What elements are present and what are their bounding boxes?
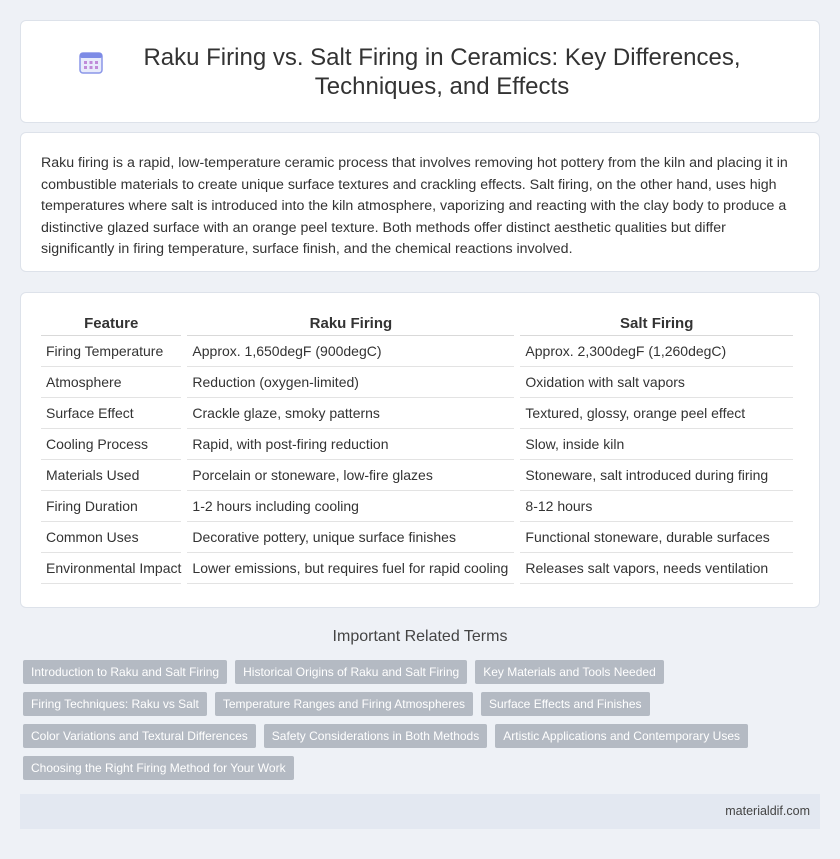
cell-feature: Cooling Process (41, 429, 181, 460)
table-header-row (41, 309, 793, 336)
related-term-link[interactable]: Introduction to Raku and Salt Firing (23, 660, 227, 684)
related-term-link[interactable]: Safety Considerations in Both Methods (264, 724, 487, 748)
footer (20, 794, 820, 829)
table-row (41, 429, 793, 460)
cell-raku: Lower emissions, but requires fuel for rapid cooling (187, 553, 514, 584)
related-term-link[interactable]: Key Materials and Tools Needed (475, 660, 664, 684)
cell-feature: Firing Temperature (41, 336, 181, 367)
related-terms-row (23, 660, 823, 684)
table-row (41, 491, 793, 522)
related-terms-row (23, 724, 823, 748)
cell-salt: Slow, inside kiln (520, 429, 793, 460)
cell-raku: 1-2 hours including cooling (187, 491, 514, 522)
related-term-link[interactable]: Surface Effects and Finishes (481, 692, 650, 716)
cell-raku: Decorative pottery, unique surface finishes (187, 522, 514, 553)
header-raku: Raku Firing (187, 309, 514, 336)
cell-feature: Firing Duration (41, 491, 181, 522)
cell-salt: Functional stoneware, durable surfaces (520, 522, 793, 553)
related-term-link[interactable]: Artistic Applications and Contemporary Uses (495, 724, 748, 748)
cell-salt: 8-12 hours (520, 491, 793, 522)
footer-site: materialdif.com (725, 804, 810, 818)
page-title: Raku Firing vs. Salt Firing in Ceramics: Key Differences, Techniques, and Effects (143, 43, 741, 100)
related-term-link[interactable]: Choosing the Right Firing Method for Your Work (23, 756, 294, 780)
comparison-card (20, 292, 820, 608)
related-term-link[interactable]: Color Variations and Textural Differences (23, 724, 256, 748)
cell-raku: Rapid, with post-firing reduction (187, 429, 514, 460)
cell-raku: Reduction (oxygen-limited) (187, 367, 514, 398)
cell-feature: Common Uses (41, 522, 181, 553)
intro-card (20, 132, 820, 272)
header-feature: Feature (41, 309, 181, 336)
cell-salt: Oxidation with salt vapors (520, 367, 793, 398)
calendar-icon (78, 49, 104, 75)
cell-salt: Stoneware, salt introduced during firing (520, 460, 793, 491)
cell-raku: Crackle glaze, smoky patterns (187, 398, 514, 429)
cell-salt: Textured, glossy, orange peel effect (520, 398, 793, 429)
related-terms-title: Important Related Terms (332, 628, 508, 645)
cell-feature: Environmental Impact (41, 553, 181, 584)
related-terms-row (23, 756, 823, 780)
table-row (41, 398, 793, 429)
related-terms-row (23, 692, 823, 716)
header-salt: Salt Firing (520, 309, 793, 336)
related-term-link[interactable]: Firing Techniques: Raku vs Salt (23, 692, 207, 716)
cell-raku: Approx. 1,650degF (900degC) (187, 336, 514, 367)
table-row (41, 553, 793, 584)
comparison-table (35, 309, 799, 584)
related-term-link[interactable]: Temperature Ranges and Firing Atmospheres (215, 692, 473, 716)
cell-feature: Surface Effect (41, 398, 181, 429)
cell-salt: Approx. 2,300degF (1,260degC) (520, 336, 793, 367)
header-card (20, 20, 820, 123)
table-row (41, 522, 793, 553)
cell-salt: Releases salt vapors, needs ventilation (520, 553, 793, 584)
cell-feature: Materials Used (41, 460, 181, 491)
intro-text: Raku firing is a rapid, low-temperature ceramic process that involves removing hot pottery from the kiln and placing it in combustible materials to create unique surface textures and crackling effects. Salt firing, on the other hand, uses high temperatures where salt is introduced into the kiln atmosphere, vaporizing and reacting with the clay body to produce a distinctive glazed surface with an orange peel texture. Both methods offer distinct aesthetic qualities but differ significantly in firing temperature, surface finish, and the chemical reactions involved. (41, 155, 788, 258)
table-row (41, 367, 793, 398)
related-term-link[interactable]: Historical Origins of Raku and Salt Firing (235, 660, 467, 684)
cell-feature: Atmosphere (41, 367, 181, 398)
table-row (41, 460, 793, 491)
cell-raku: Porcelain or stoneware, low-fire glazes (187, 460, 514, 491)
table-row (41, 336, 793, 367)
